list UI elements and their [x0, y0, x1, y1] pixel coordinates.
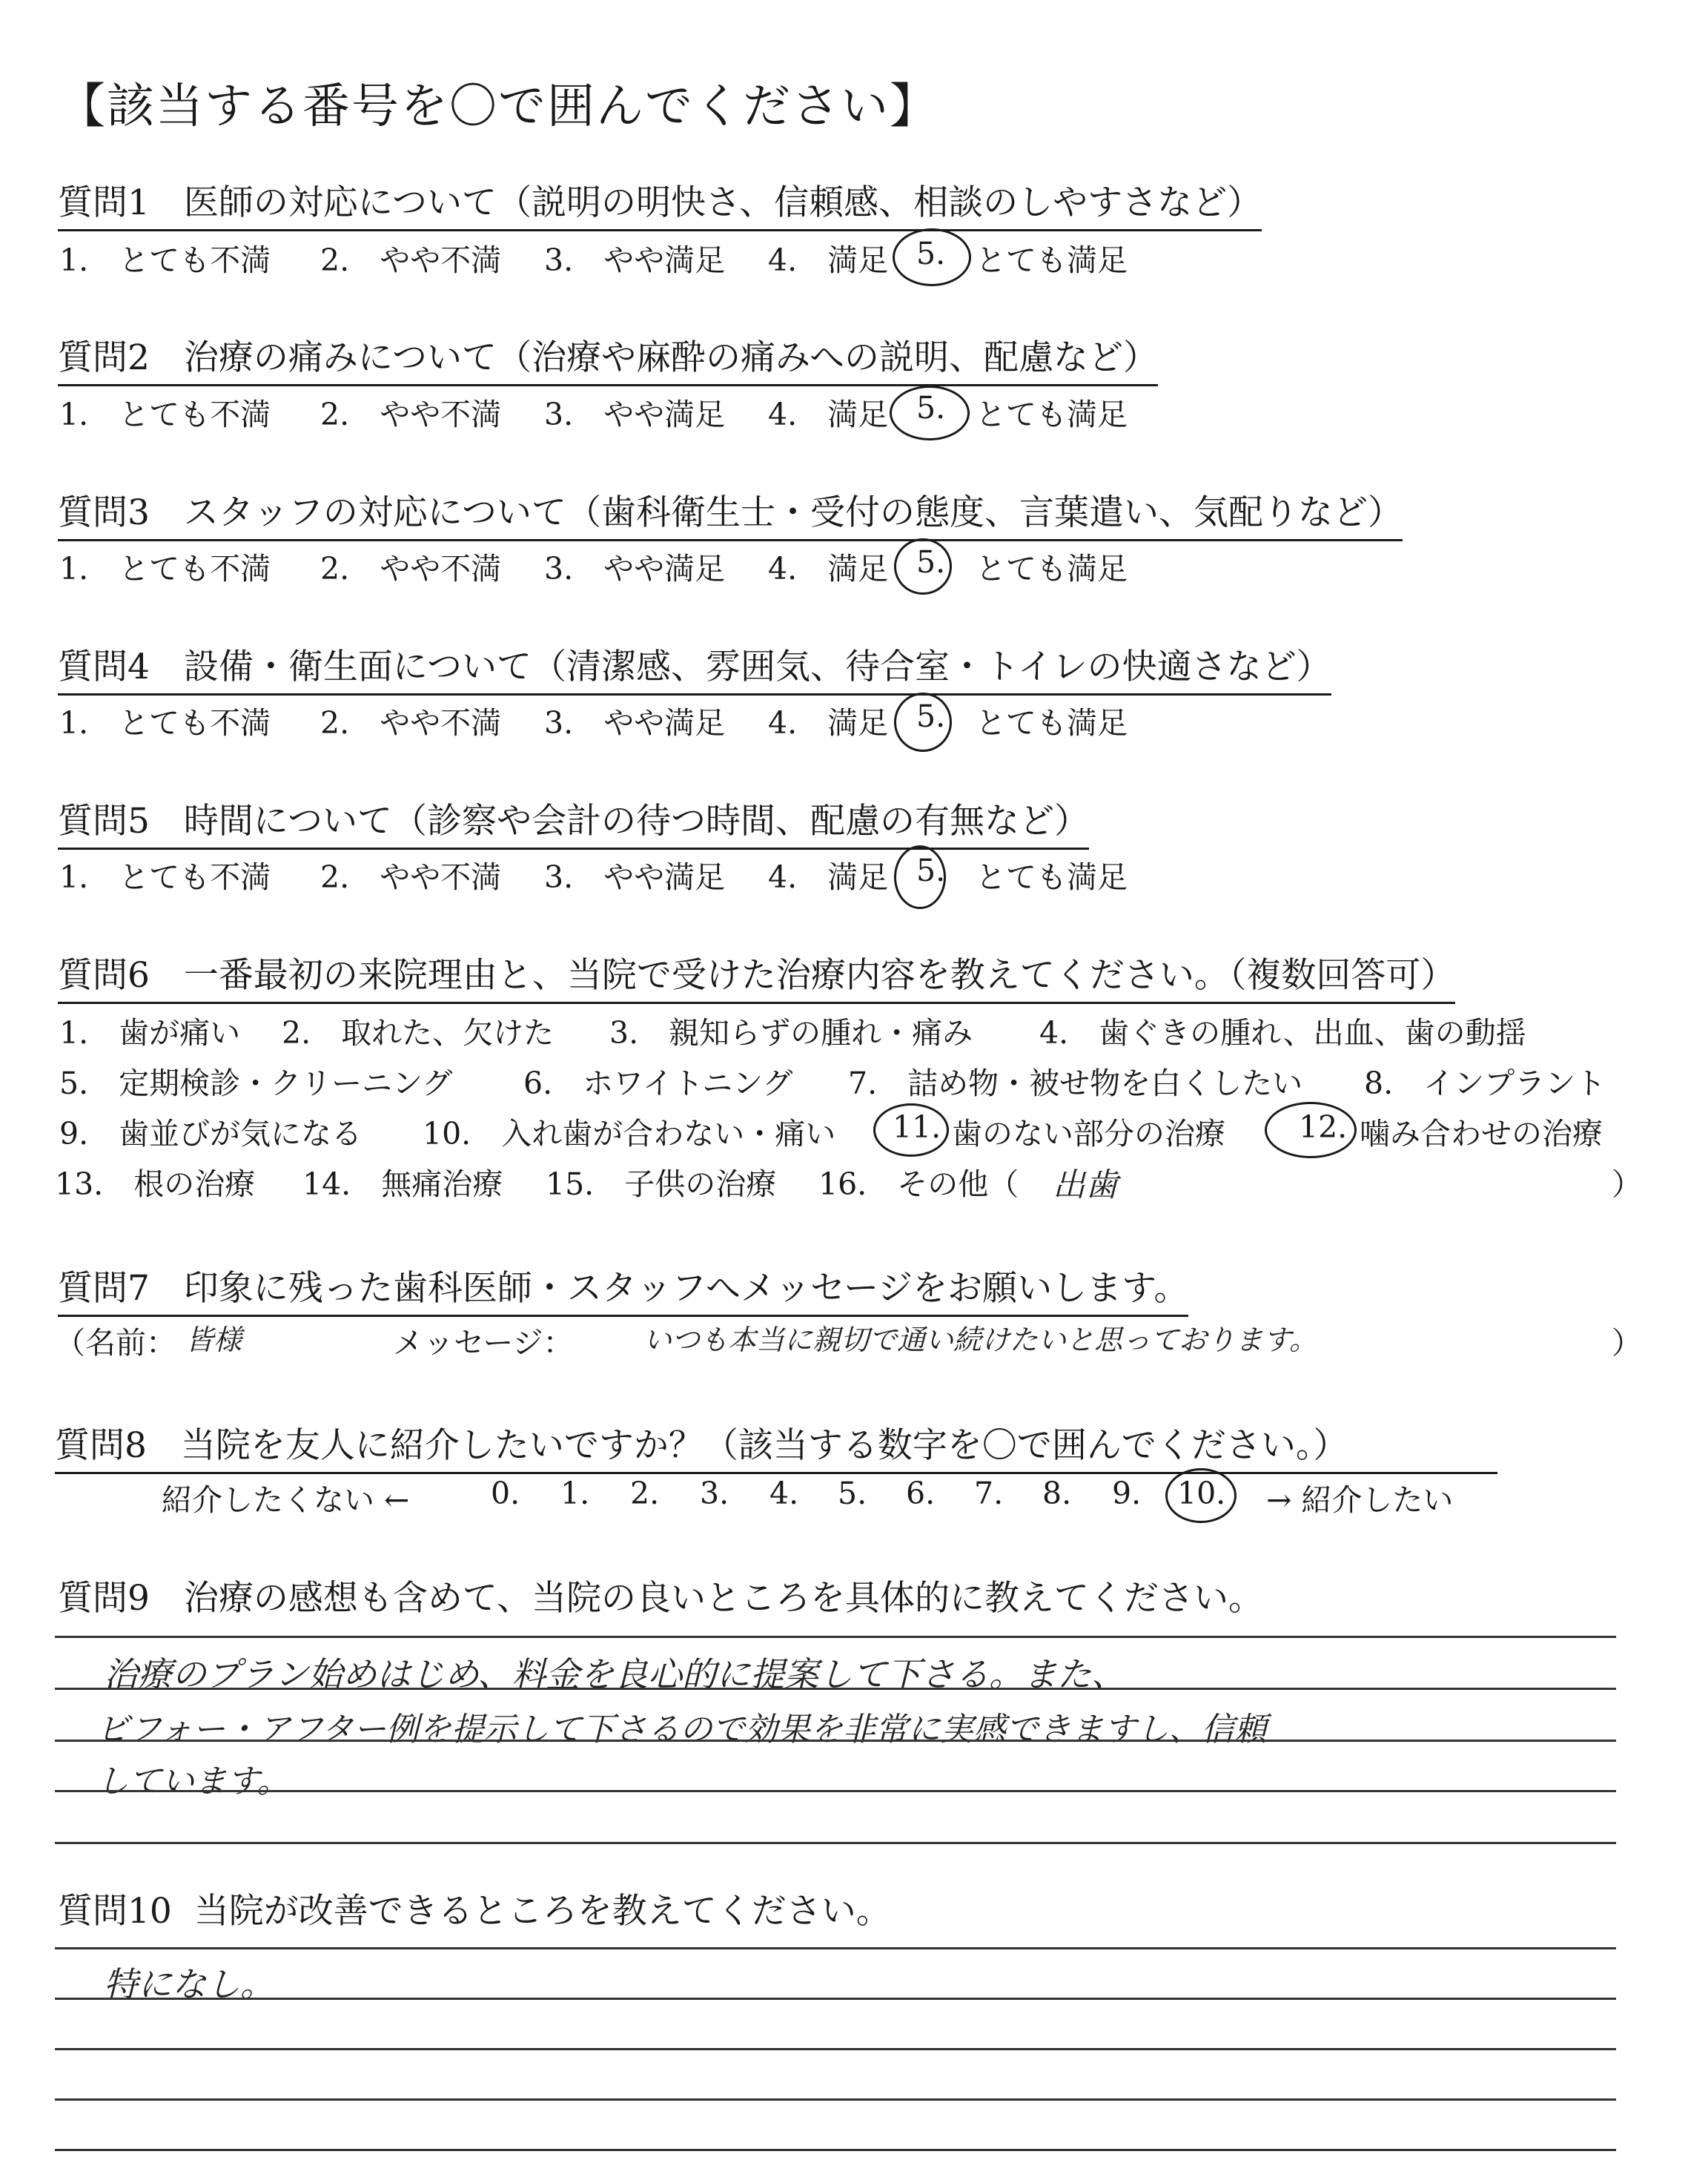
option-1[interactable]: 1. とても不満 — [59, 242, 271, 278]
name-label: （名前： — [55, 1325, 176, 1361]
question-10-label: 質問10 — [58, 1891, 172, 1932]
option-4[interactable]: 4. 満足 — [768, 859, 889, 895]
option-5[interactable]: 5. — [916, 236, 946, 271]
question-4-text: 設備・衛生面について（清潔感、雰囲気、待合室・トイレの快適さなど） — [183, 647, 1331, 687]
question-3-text: スタッフの対応について（歯科衛生士・受付の態度、言葉遣い、気配りなど） — [183, 492, 1403, 533]
question-6-row-4 — [0, 1160, 1708, 1204]
option-5[interactable]: 5. 定期検診・クリーニング — [59, 1066, 453, 1101]
scale-0[interactable]: 0. — [491, 1476, 520, 1511]
question-6-row-1 — [0, 1008, 1708, 1051]
selection-circle — [873, 1103, 949, 1157]
message-value: いつも本当に親切で通い続けたいと思っております。 — [643, 1324, 1317, 1356]
option-3[interactable]: 3. やや満足 — [544, 397, 726, 432]
option-5[interactable]: 5. — [916, 390, 946, 426]
option-12-label: 噛み合わせの治療 — [1360, 1116, 1603, 1152]
scale-6[interactable]: 6. — [906, 1476, 936, 1511]
option-2[interactable]: 2. やや不満 — [320, 551, 502, 587]
scale-5[interactable]: 5. — [838, 1476, 867, 1511]
option-5-label: とても満足 — [976, 397, 1128, 432]
other-close-paren: ） — [1612, 1166, 1642, 1202]
option-5[interactable]: 5. — [916, 544, 946, 580]
question-9-text: 治療の感想も含めて、当院の良いところを具体的に教えてください。 — [183, 1578, 1263, 1619]
option-15[interactable]: 15. 子供の治療 — [546, 1166, 777, 1202]
question-3-heading — [58, 485, 1403, 541]
scale-8[interactable]: 8. — [1042, 1476, 1072, 1511]
option-1[interactable]: 1. とても不満 — [59, 859, 271, 895]
option-5-label: とても満足 — [976, 242, 1128, 278]
option-11[interactable]: 11. — [893, 1109, 941, 1145]
question-7-label: 質問7 — [58, 1268, 150, 1309]
question-6-label: 質問6 — [58, 955, 150, 996]
option-7[interactable]: 7. 詰め物・被せ物を白くしたい — [848, 1066, 1303, 1101]
question-2-options — [0, 390, 1708, 432]
question-7-heading — [58, 1261, 1188, 1317]
scale-2[interactable]: 2. — [630, 1476, 660, 1511]
answer-line — [55, 2149, 1616, 2151]
page-title: 【該当する番号を〇で囲んでください】 — [58, 79, 939, 134]
selection-circle — [1165, 1468, 1237, 1523]
option-4[interactable]: 4. 満足 — [768, 705, 889, 741]
option-3[interactable]: 3. やや満足 — [544, 551, 726, 587]
option-6[interactable]: 6. ホワイトニング — [523, 1066, 793, 1101]
option-2[interactable]: 2. やや不満 — [320, 397, 502, 432]
question-3-label: 質問3 — [58, 492, 150, 533]
selection-circle — [1265, 1102, 1357, 1158]
question-2-text: 治療の痛みについて（治療や麻酔の痛みへの説明、配慮など） — [183, 337, 1159, 378]
option-9[interactable]: 9. 歯並びが気になる — [59, 1116, 363, 1152]
question-4-heading — [58, 639, 1331, 696]
question-8-heading — [55, 1418, 1497, 1474]
question-3-options — [0, 544, 1708, 587]
option-1[interactable]: 1. とても不満 — [59, 705, 271, 741]
question-5-heading — [58, 793, 1089, 850]
option-5-label: とても満足 — [976, 859, 1128, 895]
name-value: 皆様 — [185, 1324, 242, 1356]
question-9-heading — [58, 1571, 1263, 1625]
option-3[interactable]: 3. やや満足 — [544, 859, 726, 895]
option-2[interactable]: 2. やや不満 — [320, 242, 502, 278]
question-1-heading — [58, 175, 1262, 231]
selection-circle — [894, 538, 952, 595]
q9-answer-line-1: 治療のプラン始めはじめ、料金を良心的に提案して下さる。また、 — [104, 1654, 1126, 1694]
option-11-label: 歯のない部分の治療 — [952, 1116, 1225, 1152]
question-6-row-3 — [0, 1109, 1708, 1152]
answer-line — [55, 1947, 1616, 1949]
answer-line — [55, 1740, 1616, 1742]
selection-circle — [894, 693, 952, 752]
question-9-label: 質問9 — [58, 1578, 150, 1619]
q9-answer-line-2: ビフォー・アフター例を提示して下さるので効果を非常に実感できますし、信頼 — [96, 1711, 1267, 1748]
option-13[interactable]: 13. 根の治療 — [55, 1166, 256, 1202]
option-10[interactable]: 10. 入れ歯が合わない・痛い — [423, 1116, 836, 1152]
option-1[interactable]: 1. とても不満 — [59, 551, 271, 587]
question-6-row-2 — [0, 1059, 1708, 1101]
option-5[interactable]: 5. — [916, 698, 946, 734]
other-answer: 出歯 — [1053, 1166, 1118, 1204]
scale-right-label: → 紹介したい — [1266, 1482, 1454, 1518]
question-8-label: 質問8 — [55, 1425, 147, 1466]
message-close-paren: ） — [1612, 1325, 1642, 1361]
question-1-options — [0, 236, 1708, 278]
question-1-text: 医師の対応について（説明の明快さ、信頼感、相談のしやすさなど） — [183, 182, 1262, 223]
question-1-label: 質問1 — [58, 182, 150, 223]
question-8-text: 当院を友人に紹介したいですか？（該当する数字を〇で囲んでください。） — [180, 1425, 1348, 1466]
scale-left-label: 紹介したくない ← — [162, 1482, 410, 1518]
answer-line — [55, 1842, 1616, 1844]
question-8-scale — [0, 1476, 1708, 1517]
option-5-label: とても満足 — [976, 551, 1128, 587]
answer-line — [55, 2098, 1616, 2101]
question-2-heading — [58, 330, 1158, 386]
option-1[interactable]: 1. 歯が痛い — [59, 1015, 241, 1051]
scale-7[interactable]: 7. — [974, 1476, 1004, 1511]
question-6-text: 一番最初の来院理由と、当院で受けた治療内容を教えてください。（複数回答可） — [183, 955, 1456, 996]
question-5-options — [0, 853, 1708, 895]
question-5-text: 時間について（診察や会計の待つ時間、配慮の有無など） — [183, 801, 1089, 842]
question-4-label: 質問4 — [58, 647, 150, 687]
option-5[interactable]: 5. — [916, 853, 946, 888]
scale-10[interactable]: 10. — [1177, 1476, 1226, 1511]
q10-answer-line-1: 特になし。 — [104, 1964, 274, 2004]
q9-answer-line-3: しています。 — [96, 1763, 290, 1800]
option-5-label: とても満足 — [976, 705, 1128, 741]
option-2[interactable]: 2. やや不満 — [320, 705, 502, 741]
scale-9[interactable]: 9. — [1112, 1476, 1142, 1511]
selection-circle — [890, 386, 970, 440]
option-3[interactable]: 3. やや満足 — [544, 705, 726, 741]
answer-line — [55, 1688, 1616, 1690]
option-2[interactable]: 2. 取れた、欠けた — [282, 1015, 555, 1051]
question-5-label: 質問5 — [58, 801, 150, 842]
option-2[interactable]: 2. やや不満 — [320, 859, 502, 895]
option-8[interactable]: 8. インプラント — [1364, 1066, 1606, 1101]
scale-1[interactable]: 1. — [560, 1476, 590, 1511]
option-4[interactable]: 4. 歯ぐきの腫れ、出血、歯の動揺 — [1039, 1015, 1526, 1051]
answer-line — [55, 1636, 1616, 1638]
option-14[interactable]: 14. 無痛治療 — [302, 1166, 503, 1202]
question-6-heading — [58, 948, 1455, 1004]
message-label: メッセージ： — [393, 1325, 574, 1361]
scale-4[interactable]: 4. — [769, 1476, 799, 1511]
answer-line — [55, 1998, 1616, 2000]
option-4[interactable]: 4. 満足 — [768, 242, 889, 278]
option-3[interactable]: 3. 親知らずの腫れ・痛み — [609, 1015, 973, 1051]
question-7-answer — [0, 1318, 1708, 1360]
selection-circle — [893, 228, 971, 286]
option-16[interactable]: 16. その他（ — [818, 1166, 1019, 1202]
question-7-text: 印象に残った歯科医師・スタッフへメッセージをお願いします。 — [183, 1268, 1189, 1309]
question-4-options — [0, 698, 1708, 741]
scale-3[interactable]: 3. — [700, 1476, 729, 1511]
question-10-heading — [58, 1883, 891, 1938]
answer-line — [55, 2048, 1616, 2050]
option-4[interactable]: 4. 満足 — [768, 551, 889, 587]
option-4[interactable]: 4. 満足 — [768, 397, 889, 432]
option-12[interactable]: 12. — [1299, 1109, 1348, 1145]
option-1[interactable]: 1. とても不満 — [59, 397, 271, 432]
selection-circle — [894, 845, 946, 909]
question-2-label: 質問2 — [58, 337, 150, 378]
option-3[interactable]: 3. やや満足 — [544, 242, 726, 278]
answer-line — [55, 1790, 1616, 1792]
question-10-text: 当院が改善できるところを教えてください。 — [193, 1891, 891, 1932]
